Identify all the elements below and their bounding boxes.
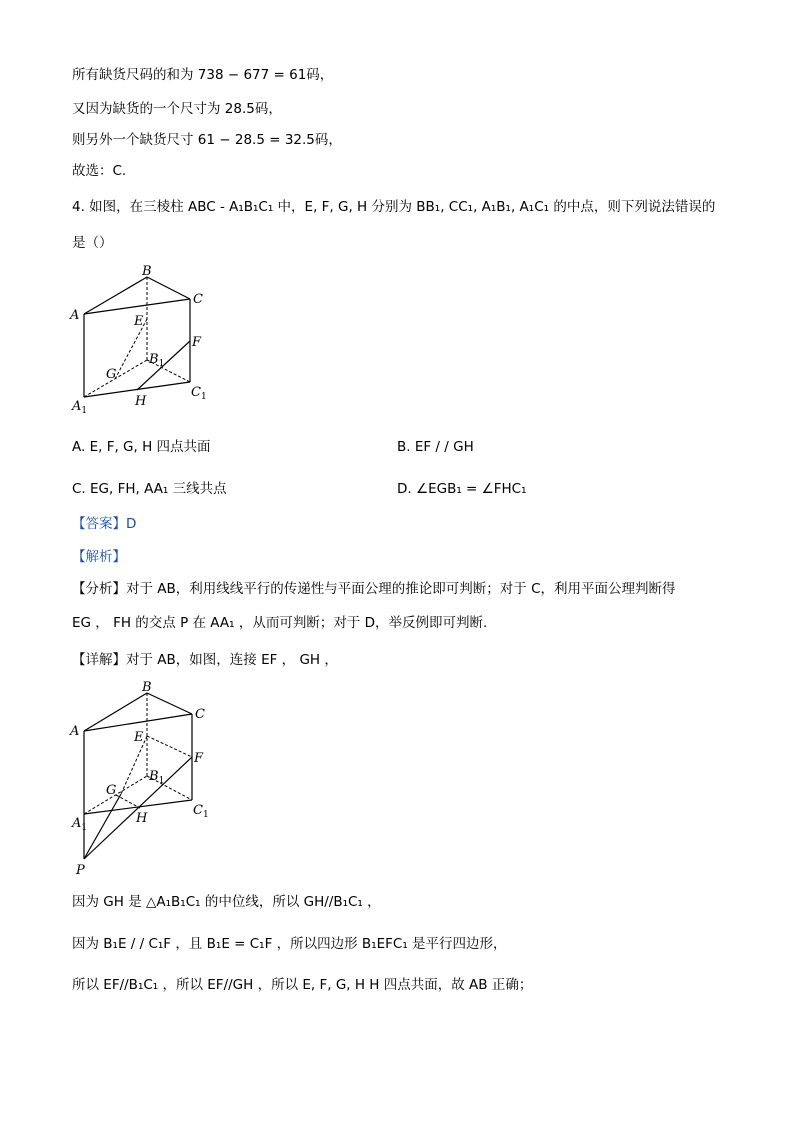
prism-figure-2 xyxy=(62,676,232,876)
answer-label: 【答案】D xyxy=(72,516,137,532)
option-c: C. EG, FH, AA₁ 三线共点 xyxy=(72,481,227,497)
label-H: H xyxy=(135,394,147,409)
label-F: F xyxy=(192,335,202,350)
label-G: G xyxy=(106,367,117,382)
label-C1: $C_1$ xyxy=(193,803,209,820)
text-line-1: 所有缺货尺码的和为 738 − 677 = 61码， xyxy=(72,67,334,83)
question-4-stem-cont: 是（） xyxy=(72,235,113,251)
label-G: G xyxy=(106,783,117,798)
label-P: P xyxy=(76,863,85,876)
detail-line: 【详解】对于 AB，如图，连接 EF ， GH ， xyxy=(72,652,338,668)
label-H: H xyxy=(136,811,148,826)
text-line-4: 故选：C. xyxy=(72,163,127,179)
label-E: E xyxy=(134,314,144,329)
label-A1: $A_1$ xyxy=(72,816,88,833)
label-B1: $B_1$ xyxy=(149,769,165,786)
proof-line-1: 因为 GH 是 △A₁B₁C₁ 的中位线，所以 GH//B₁C₁ ， xyxy=(72,894,381,910)
label-B1: $B_1$ xyxy=(149,352,165,369)
label-A1: $A_1$ xyxy=(72,399,88,416)
option-b: B. EF / / GH xyxy=(397,439,474,455)
label-E: E xyxy=(134,730,144,745)
proof-line-2: 因为 B₁E / / C₁F ，且 B₁E = C₁F ，所以四边形 B₁EFC₁ 是平行四边形， xyxy=(72,936,507,952)
text-line-3: 则另外一个缺货尺寸 61 − 28.5 = 32.5码， xyxy=(72,132,342,148)
prism-figure-1 xyxy=(62,262,222,420)
proof-line-3: 所以 EF//B₁C₁ ，所以 EF//GH ，所以 E, F, G, H H 四点共面，故 AB 正确； xyxy=(72,977,533,993)
text-line-2: 又因为缺货的一个尺寸为 28.5码， xyxy=(72,101,282,117)
label-B: B xyxy=(142,680,152,695)
label-F: F xyxy=(194,751,204,766)
label-A: A xyxy=(70,724,80,739)
analysis-line-1: 【分析】对于 AB，利用线线平行的传递性与平面公理的推论即可判断；对于 C，利用平面公理判断得 xyxy=(72,581,676,597)
option-d: D. ∠EGB₁ = ∠FHC₁ xyxy=(397,481,527,497)
label-C: C xyxy=(193,292,203,307)
question-4-stem: 4. 如图，在三棱柱 ABC - A₁B₁C₁ 中，E, F, G, H 分别为 BB₁, CC₁, A₁B₁, A₁C₁ 的中点，则下列说法错误的 xyxy=(72,199,716,215)
option-a: A. E, F, G, H 四点共面 xyxy=(72,439,211,455)
label-C: C xyxy=(195,707,205,722)
label-B: B xyxy=(142,264,152,279)
label-C1: $C_1$ xyxy=(191,385,207,402)
analysis-heading: 【解析】 xyxy=(72,549,126,565)
label-A: A xyxy=(70,308,80,323)
analysis-line-2: EG ， FH 的交点 P 在 AA₁ ，从而可判断；对于 D，举反例即可判断. xyxy=(72,615,488,631)
